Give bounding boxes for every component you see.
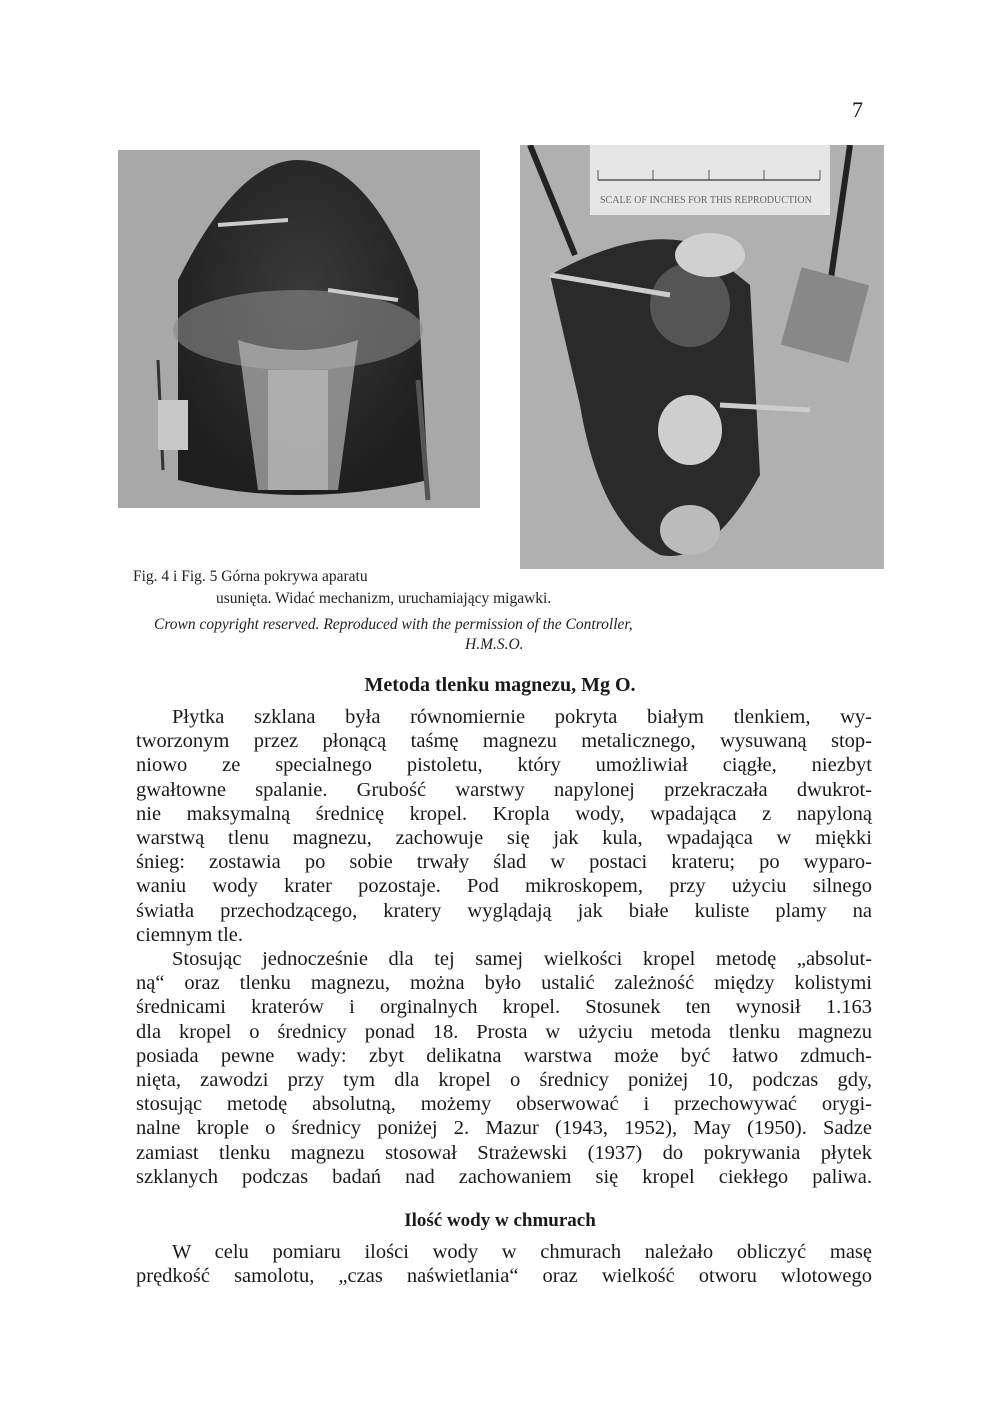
text-line: Płytka szklana była równomiernie pokryta białym tlenkiem, wy- [172,706,872,728]
text-line: stosując metodę absolutną, możemy obserwować i przechowywać orygi- [136,1093,872,1116]
scale-label: SCALE OF INCHES FOR THIS REPRODUCTION [600,195,812,206]
text-line: ciemnym tle. [136,923,244,946]
text-line: tworzonym przez płonącą taśmę magnezu metalicznego, wysuwaną stop- [136,730,872,753]
figure-caption-line-1: Fig. 4 i Fig. 5 Górna pokrywa aparatu [133,568,368,585]
text-line: nalne krople o średnicy poniżej 2. Mazur (1943, 1952), May (1950). Sadze [136,1117,872,1140]
text-line: nie maksymalną średnicę kropel. Kropla wody, wpadająca z napyloną [136,802,872,825]
text-line: warstwą tlenu magnezu, zachowuje się jak kula, wpadająca w miękki [136,826,872,849]
text-line: Stosując jednocześnie dla tej samej wielkości kropel metodę „absolut- [172,948,872,970]
text-line: niowo ze specialnego pistoletu, który umożliwiał ciągłe, niezbyt [136,754,872,777]
text-line: średnicami kraterów i orginalnych kropel. Stosunek ten wynosił 1.163 [136,996,872,1019]
text-line: W celu pomiaru ilości wody w chmurach należało obliczyć masę [172,1241,872,1263]
section-heading-mgo: Metoda tlenku magnezu, Mg O. [364,674,636,696]
paragraph-cloud-water [136,1240,872,1288]
figure-5-photo [520,145,884,569]
text-line: szklanych podczas badań nad zachowaniem się kropel ciekłego paliwa. [136,1165,872,1188]
text-line: waniu wody krater pozostaje. Pod mikroskopem, przy użyciu silnego [136,875,872,898]
figure-caption-line-2: usunięta. Widać mechanizm, uruchamiający migawki. [216,590,552,607]
paragraph-mgo-method [136,705,872,947]
figure-4-photo [118,150,480,508]
text-line: prędkość samolotu, „czas naświetlania“ oraz wielkość otworu wlotowego [136,1265,872,1288]
text-line: nięta, zawodzi przy tym dla kropel o średnicy poniżej 10, podczas gdy, [136,1068,872,1091]
text-line: światła przechodzącego, kratery wyglądają jak białe kuliste plamy na [136,899,872,922]
page-number: 7 [852,97,863,122]
section-heading-cloud-water: Ilość wody w chmurach [404,1210,596,1231]
paragraph-comparison [136,947,872,1189]
text-line: zamiast tlenku magnezu stosował Strażewski (1937) do pokrywania płytek [136,1141,872,1164]
text-line: posiada pewne wady: zbyt delikatna warstwa może być łatwo zdmuch- [136,1044,872,1067]
copyright-note-hmso: H.M.S.O. [465,636,524,653]
text-line: gwałtowne spalanie. Grubość warstwy napylonej przekraczała dwukrot- [136,778,872,801]
copyright-note: Crown copyright reserved. Reproduced with the permission of the Controller, [154,616,633,633]
text-line: śnieg: zostawia po sobie trwały ślad w postaci krateru; po wyparo- [136,851,872,874]
text-line: ną“ oraz tlenku magnezu, można było ustalić zależność między kolistymi [136,972,872,995]
text-line: dla kropel o średnicy ponad 18. Prosta w użyciu metoda tlenku magnezu [136,1020,872,1043]
